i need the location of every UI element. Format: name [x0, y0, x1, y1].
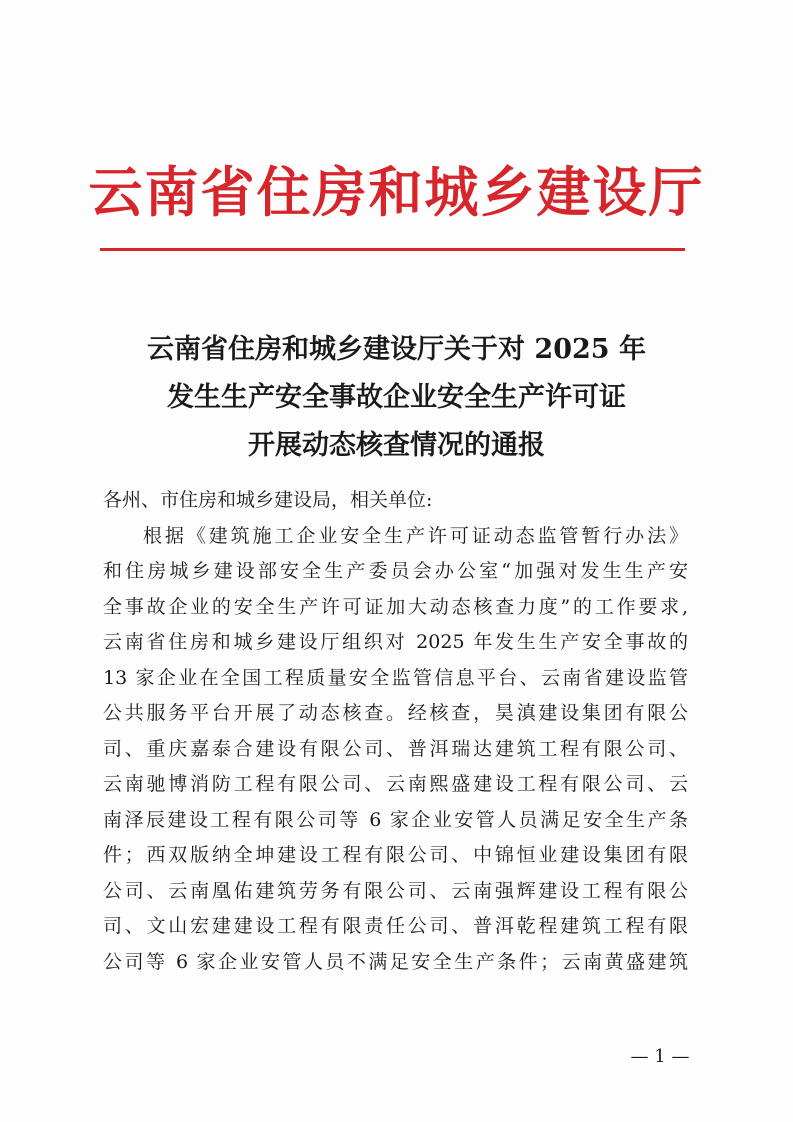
- document-title: [80, 326, 713, 470]
- body-line: 公共服务平台开展了动态核查。经核查，昊滇建设集团有限公: [103, 702, 688, 724]
- document-body: [103, 483, 688, 980]
- title-line: 发生生产安全事故企业安全生产许可证: [167, 382, 626, 413]
- body-line: 司、文山宏建建设工程有限责任公司、普洱乾程建筑工程有限: [103, 915, 688, 937]
- body-line: 云南省住房和城乡建设厅组织对 2025 年发生生产安全事故的: [103, 631, 688, 653]
- body-line: 司、重庆嘉泰合建设有限公司、普洱瑞达建筑工程有限公司、: [103, 737, 688, 760]
- body-line: 根据《建筑施工企业安全生产许可证动态监管暂行办法》: [143, 524, 688, 547]
- red-divider-line: [100, 248, 685, 251]
- body-line: 公司、云南凰佑建筑劳务有限公司、云南强辉建设工程有限公: [103, 879, 688, 902]
- body-line: 公司等 6 家企业安管人员不满足安全生产条件；云南黄盛建筑: [103, 950, 688, 973]
- body-line: 件；西双版纳全坤建设工程有限公司、中锦恒业建设集团有限: [103, 844, 688, 866]
- body-line: 南泽辰建设工程有限公司等 6 家企业安管人员满足安全生产条: [103, 808, 688, 831]
- salutation: 各州、市住房和城乡建设局，相关单位:: [103, 489, 433, 511]
- page-number: — 1 —: [630, 1046, 690, 1067]
- masthead-title: 云南省住房和城乡建设厅: [88, 160, 705, 224]
- body-line: 13 家企业在全国工程质量安全监管信息平台、云南省建设监管: [103, 666, 688, 689]
- title-line: 开展动态核查情况的通报: [248, 430, 545, 461]
- body-line: 全事故企业的安全生产许可证加大动态核查力度”的工作要求,: [103, 595, 688, 618]
- body-line: 和住房城乡建设部安全生产委员会办公室“加强对发生生产安: [103, 560, 688, 582]
- title-line: 云南省住房和城乡建设厅关于对 2025 年: [147, 334, 646, 365]
- body-line: 云南驰博消防工程有限公司、云南熙盛建设工程有限公司、云: [103, 773, 688, 795]
